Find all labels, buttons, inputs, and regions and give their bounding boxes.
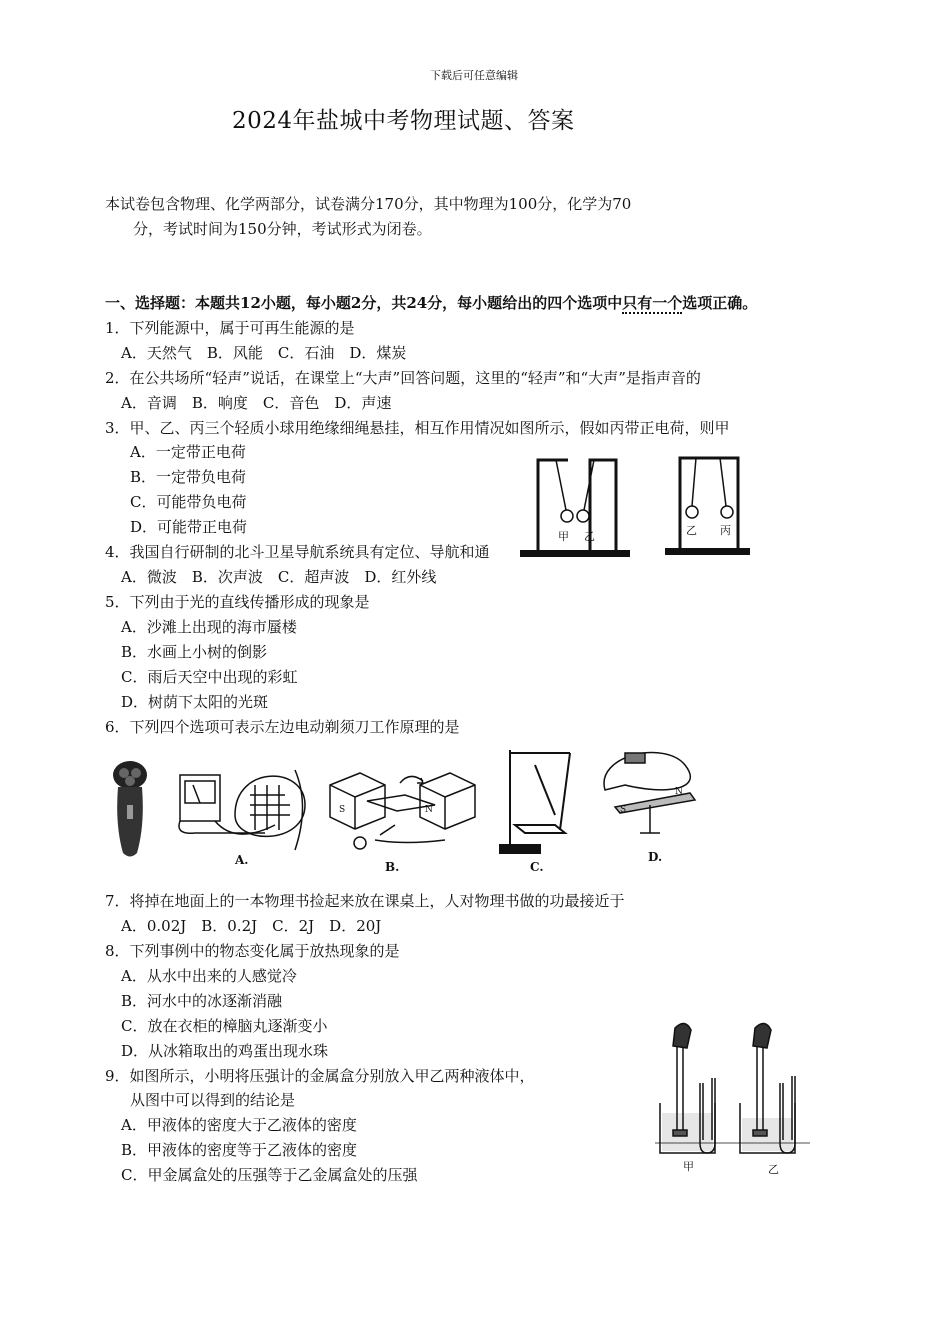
q3-label-yi-1: 乙 [584, 530, 595, 543]
q2-stem: 2．在公共场所“轻声”说话，在课堂上“大声”回答问题，这里的“轻声”和“大声”是指声音的 [105, 369, 701, 387]
section-heading [105, 292, 757, 313]
section-heading-pre: 一、选择题：本题共12小题，每小题2分，共24分，每小题给出的四个选项中 [105, 294, 623, 312]
q6-label-a: A. [235, 853, 249, 867]
q9-figure [655, 1018, 815, 1178]
page-title: 2024年盐城中考物理试题、答案 [232, 108, 575, 134]
q7-options: A．0.02J B．0.2J C．2J D．20J [121, 917, 382, 935]
q8-option-a: A．从水中出来的人感觉冷 [121, 967, 297, 985]
section-heading-post: 选项正确。 [682, 294, 758, 312]
intro-line-2: 分，考试时间为150分钟，考试形式为闭卷。 [133, 220, 432, 238]
intro-line-1: 本试卷包含物理、化学两部分，试卷满分170分，其中物理为100分，化学为70 [105, 195, 632, 213]
q4-options: A．微波 B．次声波 C．超声波 D．红外线 [121, 568, 437, 586]
q6-figure [105, 745, 705, 880]
q9-stem: 9．如图所示，小明将压强计的金属盒分别放入甲乙两种液体中， [105, 1067, 535, 1085]
q6-label-c: C. [530, 860, 544, 874]
q3-option-d: D．可能带正电荷 [130, 518, 248, 536]
q9-option-a: A．甲液体的密度大于乙液体的密度 [121, 1116, 357, 1134]
q3-option-b: B．一定带负电荷 [130, 468, 247, 486]
q5-option-d: D．树荫下太阳的光斑 [121, 693, 269, 711]
section-heading-emphasis: 只有一个 [622, 294, 683, 312]
q6-magnet-n-d: N [675, 787, 683, 797]
q3-option-a: A．一定带正电荷 [130, 443, 246, 461]
q7-stem: 7．将掉在地面上的一本物理书捡起来放在课桌上，人对物理书做的功最接近于 [105, 892, 625, 910]
q5-stem: 5．下列由于光的直线传播形成的现象是 [105, 593, 370, 611]
q3-label-jia: 甲 [558, 530, 569, 543]
q9-option-c: C．甲金属盒处的压强等于乙金属盒处的压强 [121, 1166, 418, 1184]
page-header: 下载后可任意编辑 [430, 69, 518, 82]
q3-stem: 3．甲、乙、丙三个轻质小球用绝缘细绳悬挂，相互作用情况如图所示，假如丙带正电荷，则甲 [105, 419, 730, 437]
q5-option-c: C．雨后天空中出现的彩虹 [121, 668, 298, 686]
q5-option-a: A．沙滩上出现的海市蜃楼 [121, 618, 297, 636]
q9-option-b: B．甲液体的密度等于乙液体的密度 [121, 1141, 358, 1159]
shaver-icon [113, 761, 147, 857]
q5-option-b: B．水画上小树的倒影 [121, 643, 268, 661]
q1-options: A．天然气 B．风能 C．石油 D．煤炭 [121, 344, 407, 362]
q9-label-yi: 乙 [768, 1163, 779, 1176]
q8-stem: 8．下列事例中的物态变化属于放热现象的是 [105, 942, 400, 960]
q3-option-c: C．可能带负电荷 [130, 493, 247, 511]
q6-label-d: D. [648, 850, 663, 864]
q4-stem: 4．我国自行研制的北斗卫星导航系统具有定位、导航和通 [105, 543, 490, 561]
q8-option-d: D．从冰箱取出的鸡蛋出现水珠 [121, 1042, 329, 1060]
q9-label-jia: 甲 [683, 1160, 694, 1173]
q3-label-bing: 丙 [720, 524, 731, 537]
q9-stem-2: 从图中可以得到的结论是 [130, 1091, 296, 1109]
q3-label-yi-2: 乙 [686, 524, 697, 537]
q2-options: A．音调 B．响度 C．音色 D．声速 [121, 394, 392, 412]
q6-magnet-n-b: N [425, 805, 433, 815]
q6-magnet-s-b: S [339, 805, 346, 815]
q6-magnet-s-d: S [620, 805, 627, 815]
q6-label-b: B. [385, 860, 400, 874]
q3-figure [520, 450, 755, 562]
q6-stem: 6．下列四个选项可表示左边电动剃须刀工作原理的是 [105, 718, 460, 736]
q1-stem: 1．下列能源中，属于可再生能源的是 [105, 319, 355, 337]
q8-option-c: C．放在衣柜的樟脑丸逐渐变小 [121, 1017, 328, 1035]
q8-option-b: B．河水中的冰逐渐消融 [121, 992, 283, 1010]
